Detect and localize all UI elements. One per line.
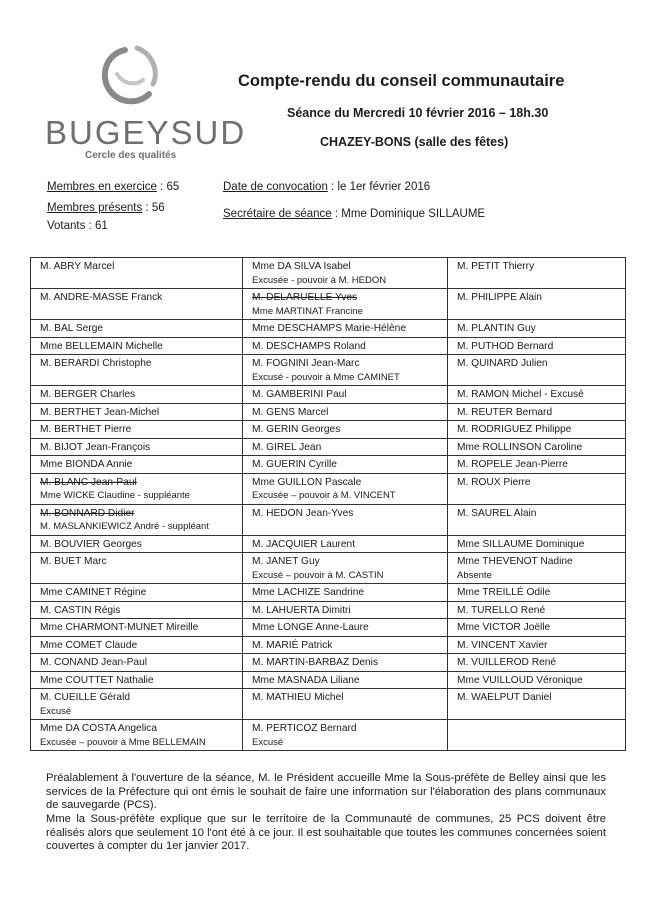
document-title: Compte-rendu du conseil communautaire [238, 72, 565, 90]
member-cell [243, 337, 448, 355]
bugeysud-logo [45, 44, 247, 164]
member-name: M. GERIN Georges [252, 424, 341, 435]
member-cell [448, 601, 626, 619]
voters: Votants : 61 [47, 220, 108, 232]
member-name: M. RAMON Michel - Excusé [457, 389, 584, 400]
member-name: M. FOGNINI Jean-Marc [252, 358, 360, 369]
member-name: M. LAHUERTA Dimitri [252, 604, 351, 616]
member-name: Mme SILLAUME Dominique [457, 538, 585, 550]
member-cell [31, 619, 243, 637]
table-row [31, 337, 626, 355]
member-name: M. BERARDI Christophe [40, 358, 152, 369]
member-cell [243, 504, 448, 535]
members-present-value: : 56 [142, 202, 165, 214]
member-cell [243, 584, 448, 602]
member-cell [448, 386, 626, 404]
member-name: M. VINCENT Xavier [457, 639, 548, 651]
member-name: Mme THEVENOT Nadine [457, 556, 573, 567]
member-name: M. CUEILLE Gérald [40, 692, 131, 703]
member-name: M. BAL Serge [40, 323, 104, 334]
member-note: Absente [457, 569, 492, 581]
table-row [31, 689, 626, 720]
table-row [31, 289, 626, 320]
member-cell [31, 403, 243, 421]
member-name: Mme BELLEMAIN Michelle [40, 340, 163, 352]
member-name: M. DESCHAMPS Roland [252, 340, 366, 352]
member-name: Mme COMET Claude [40, 639, 138, 651]
member-name: M. DELARUELLE Yves [252, 292, 358, 303]
member-name: M. PETIT Thierry [457, 261, 535, 272]
convocation-label: Date de convocation [223, 181, 328, 193]
table-row [31, 619, 626, 637]
member-cell [31, 386, 243, 404]
member-cell [31, 421, 243, 439]
member-cell [448, 355, 626, 386]
member-name: M. ABRY Marcel [40, 261, 115, 272]
member-cell [448, 289, 626, 320]
table-row [31, 456, 626, 474]
member-cell [243, 421, 448, 439]
member-cell [243, 671, 448, 689]
convocation-date [223, 181, 430, 193]
member-name: M. BONNARD Didier [40, 507, 135, 519]
member-cell [243, 619, 448, 637]
member-name: M. JANET Guy [252, 556, 320, 567]
member-cell [243, 553, 448, 584]
member-name: M. BERGER Charles [40, 389, 136, 400]
member-note: Excusée – pouvoir à M. VINCENT [252, 490, 396, 501]
members-present-label: Membres présents [47, 202, 143, 214]
logo-tagline: Cercle des qualités [85, 150, 177, 161]
member-cell [31, 473, 243, 504]
members-present [47, 202, 165, 214]
member-name: M. MARTIN-BARBAZ Denis [252, 657, 379, 668]
member-name: M. BIJOT Jean-François [40, 441, 151, 453]
member-note: Mme MARTINAT Francine [252, 305, 363, 317]
member-cell [243, 636, 448, 654]
convocation-value: : le 1er février 2016 [327, 181, 431, 193]
member-cell [243, 386, 448, 404]
table-row [31, 473, 626, 504]
table-row [31, 386, 626, 404]
table-row [31, 584, 626, 602]
member-cell [448, 456, 626, 474]
member-cell [31, 671, 243, 689]
member-cell [243, 355, 448, 386]
member-name: M. WAELPUT Daniel [457, 692, 552, 703]
members-in-office-label: Membres en exercice [47, 181, 157, 193]
member-cell [448, 553, 626, 584]
member-name: M. PUTHOD Bernard [457, 340, 554, 352]
member-name: Mme BIONDA Annie [40, 459, 133, 470]
paragraph-intro: Préalablement à l'ouverture de la séance, M. le Président accueille Mme la Sous-préfète de Belley ainsi que les services de la Préfecture qui ont émis le souhait de faire une information sur l'élaboration des plans communaux de sauvegarde (PCS). [46, 772, 606, 811]
member-name: M. GENS Marcel [252, 406, 329, 418]
seance-date: Séance du Mercredi 10 février 2016 – 18h.30 [287, 106, 549, 120]
member-note: Excusée – pouvoir à Mme BELLEMAIN [40, 736, 206, 748]
member-name: M. CASTIN Régis [40, 604, 121, 616]
member-note: Excusé [252, 736, 284, 748]
member-name: Mme GUILLON Pascale [252, 476, 362, 488]
member-name: M. BERTHET Jean-Michel [40, 406, 160, 418]
member-name: Mme TREILLÉ Odile [457, 587, 551, 598]
member-cell [448, 421, 626, 439]
member-name: M. CONAND Jean-Paul [40, 657, 147, 668]
paragraph-pcs: Mme la Sous-préfète explique que sur le territoire de la Communauté de communes, 25 PCS doivent être réalisés alors que seulement 10 l'ont été à ce jour. Il est souhaitable que toutes les communes concernées soient couvertes à compter du 1er janvier 2017. [46, 813, 606, 852]
member-cell [448, 720, 626, 751]
member-cell [243, 320, 448, 338]
member-cell [243, 720, 448, 751]
member-cell [448, 320, 626, 338]
table-row [31, 438, 626, 456]
member-name: M. TURELLO René [457, 604, 546, 616]
member-name: M. REUTER Bernard [457, 406, 553, 418]
member-cell [31, 456, 243, 474]
member-name: M. SAUREL Alain [457, 507, 537, 519]
member-cell [448, 636, 626, 654]
member-cell [448, 438, 626, 456]
member-cell [448, 654, 626, 672]
member-cell [243, 601, 448, 619]
member-name: Mme MASNADA Liliane [252, 674, 360, 686]
member-cell [243, 258, 448, 289]
table-row [31, 320, 626, 338]
member-name: Mme DA SILVA Isabel [252, 261, 351, 272]
member-name: Mme CHARMONT-MUNET Mireille [40, 622, 199, 633]
member-cell [448, 473, 626, 504]
table-row [31, 403, 626, 421]
member-cell [31, 601, 243, 619]
member-name: M. BERTHET Pierre [40, 424, 132, 435]
members-in-office-value: : 65 [156, 181, 180, 193]
table-row [31, 654, 626, 672]
member-name: Mme COUTTET Nathalie [40, 674, 154, 686]
member-cell [243, 689, 448, 720]
member-name: M. BOUVIER Georges [40, 538, 142, 550]
table-row [31, 504, 626, 535]
member-name: M. GAMBERINI Paul [252, 389, 347, 400]
member-cell [31, 355, 243, 386]
member-cell [31, 553, 243, 584]
member-name: Mme ROLLINSON Caroline [457, 441, 583, 453]
member-cell [31, 504, 243, 535]
member-cell [243, 535, 448, 553]
member-cell [448, 584, 626, 602]
member-cell [243, 403, 448, 421]
member-name: M. QUINARD Julien [457, 358, 548, 369]
member-note: M. MASLANKIEWICZ André - suppléant [40, 521, 209, 532]
seance-location: CHAZEY-BONS (salle des fêtes) [320, 135, 509, 149]
table-row [31, 601, 626, 619]
member-cell [448, 689, 626, 720]
member-name: M. MARIÉ Patrick [252, 639, 333, 651]
logo-name: BUGEYSUD [45, 114, 247, 151]
secretary-label: Secrétaire de séance [223, 208, 332, 220]
table-row [31, 535, 626, 553]
meeting-secretary [223, 208, 485, 220]
members-in-office [47, 181, 179, 193]
member-cell [31, 654, 243, 672]
member-name: Mme LACHIZE Sandrine [252, 587, 365, 598]
member-name: M. ANDRE-MASSE Franck [40, 292, 163, 303]
table-row [31, 636, 626, 654]
table-row [31, 671, 626, 689]
secretary-value: : Mme Dominique SILLAUME [331, 208, 486, 220]
member-name: Mme CAMINET Régine [40, 587, 147, 598]
member-name: M. ROUX Pierre [457, 476, 531, 488]
member-name: M. HEDON Jean-Yves [252, 507, 354, 519]
member-name: M. BLANC Jean-Paul [40, 476, 137, 488]
member-cell [243, 289, 448, 320]
member-name: M. BUET Marc [40, 556, 107, 567]
table-row [31, 258, 626, 289]
member-name: M. PERTICOZ Bernard [252, 723, 357, 734]
member-cell [31, 720, 243, 751]
logo-swirl-icon [95, 44, 165, 116]
member-name: M. MATHIEU Michel [252, 692, 344, 703]
member-cell [448, 671, 626, 689]
member-name: M. ROPELE Jean-Pierre [457, 459, 568, 470]
member-cell [243, 438, 448, 456]
member-cell [448, 403, 626, 421]
member-cell [31, 584, 243, 602]
attendance-table [30, 257, 626, 751]
member-note: Mme WICKE Claudine - suppléante [40, 490, 190, 501]
member-cell [31, 289, 243, 320]
member-name: Mme DA COSTA Angelica [40, 723, 158, 734]
member-cell [448, 504, 626, 535]
member-note: Excusée - pouvoir à M. HEDON [252, 274, 387, 286]
member-cell [31, 337, 243, 355]
member-note: Excusé – pouvoir à M. CASTIN [252, 569, 384, 581]
member-name: M. GUERIN Cyrille [252, 459, 337, 470]
table-row [31, 355, 626, 386]
table-row [31, 421, 626, 439]
member-name: Mme VUILLOUD Véronique [457, 674, 583, 686]
member-note: Excusé - pouvoir à Mme CAMINET [252, 371, 400, 383]
member-cell [31, 689, 243, 720]
member-cell [31, 438, 243, 456]
member-cell [448, 258, 626, 289]
member-name: Mme LONGE Anne-Laure [252, 622, 369, 633]
member-name: M. JACQUIER Laurent [252, 538, 356, 550]
table-row [31, 720, 626, 751]
member-name: M. GIREL Jean [252, 441, 322, 453]
member-cell [448, 619, 626, 637]
member-name: M. VUILLEROD René [457, 657, 557, 668]
member-cell [31, 636, 243, 654]
member-cell [448, 337, 626, 355]
member-cell [31, 320, 243, 338]
member-name: M. PHILIPPE Alain [457, 292, 542, 303]
member-cell [243, 473, 448, 504]
member-name: Mme VICTOR Joëlle [457, 622, 551, 633]
member-name: Mme DESCHAMPS Marie-Hélène [252, 323, 406, 334]
member-cell [243, 456, 448, 474]
member-cell [448, 535, 626, 553]
member-note: Excusé [40, 705, 72, 717]
member-name: M. PLANTIN Guy [457, 323, 536, 334]
member-cell [243, 654, 448, 672]
table-row [31, 553, 626, 584]
member-cell [31, 258, 243, 289]
member-cell [31, 535, 243, 553]
member-name: M. RODRIGUEZ Philippe [457, 424, 572, 435]
